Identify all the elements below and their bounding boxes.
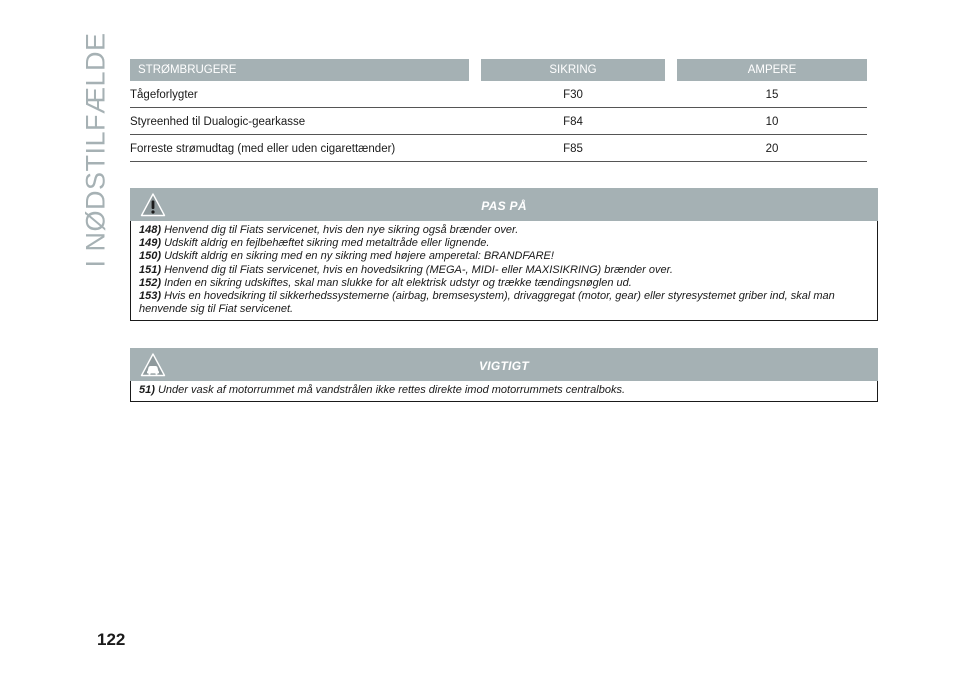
warning-list: [130, 221, 878, 321]
important-box: [130, 348, 878, 402]
table-row: [130, 108, 867, 135]
warning-box-header: [130, 188, 878, 221]
fuse-table-header: [130, 59, 867, 81]
item-text: Henvend dig til Fiats servicenet, hvis den nye sikring også brænder over.: [164, 224, 519, 236]
cell-fuse: F84: [563, 116, 583, 128]
item-number: 51): [139, 384, 155, 396]
cell-fuse: F30: [563, 89, 583, 101]
list-item: [139, 237, 869, 250]
header-ampere: AMPERE: [677, 59, 867, 81]
cell-consumer: Tågeforlygter: [130, 89, 198, 101]
item-text: Under vask af motorrummet må vandstrålen ikke rettes direkte imod motorrummets centralboks.: [157, 384, 626, 396]
cell-consumer: Styreenhed til Dualogic-gearkasse: [130, 116, 306, 128]
cell-ampere: 10: [765, 116, 779, 128]
item-text: Hvis en hovedsikring til sikkerhedssystemerne (airbag, bremsesystem), drivaggregat (motor, gear) eller styresystemet griber ind, skal man henvende sig til Fiat servicenet.: [139, 290, 835, 316]
important-title: VIGTIGT: [478, 359, 530, 373]
important-box-header: [130, 348, 878, 381]
section-side-title: [70, 32, 120, 268]
list-item: [139, 250, 869, 263]
list-item: [139, 277, 869, 290]
item-number: 152): [139, 276, 162, 289]
item-number: 153): [139, 290, 162, 303]
table-row: [130, 135, 867, 162]
item-number: 149): [139, 237, 162, 250]
list-item: [139, 224, 869, 237]
item-number: 151): [139, 263, 162, 276]
header-fuse: SIKRING: [481, 59, 665, 81]
cell-ampere: 15: [765, 89, 779, 101]
item-text: Udskift aldrig en sikring med en ny sikring med højere amperetal: BRANDFARE!: [164, 250, 554, 263]
item-number: 148): [139, 224, 162, 236]
cell-fuse: F85: [563, 143, 583, 155]
warning-box: [130, 188, 878, 321]
list-item: [139, 384, 869, 397]
warning-title: PAS PÅ: [481, 199, 527, 213]
header-consumers: STRØMBRUGERE: [130, 59, 469, 81]
cell-ampere: 20: [765, 143, 779, 155]
fuse-table: [130, 59, 867, 162]
list-item: [139, 264, 869, 277]
page-number: 122: [97, 630, 126, 649]
list-item: [139, 290, 869, 316]
item-text: Henvend dig til Fiats servicenet, hvis en hovedsikring (MEGA-, MIDI- eller MAXISIKRING) brænder over.: [164, 263, 673, 276]
table-row: [130, 81, 867, 108]
section-title-text: I NØDSTILFÆLDE: [80, 32, 111, 268]
item-number: 150): [139, 250, 162, 263]
important-list: [130, 381, 878, 402]
item-text: Inden en sikring udskiftes, skal man slukke for alt elektrisk udstyr og trække tændingsnøglen ud.: [164, 276, 632, 289]
item-text: Udskift aldrig en fejlbehæftet sikring med metaltråde eller lignende.: [164, 237, 490, 250]
cell-consumer: Forreste strømudtag (med eller uden cigarettænder): [130, 143, 396, 155]
